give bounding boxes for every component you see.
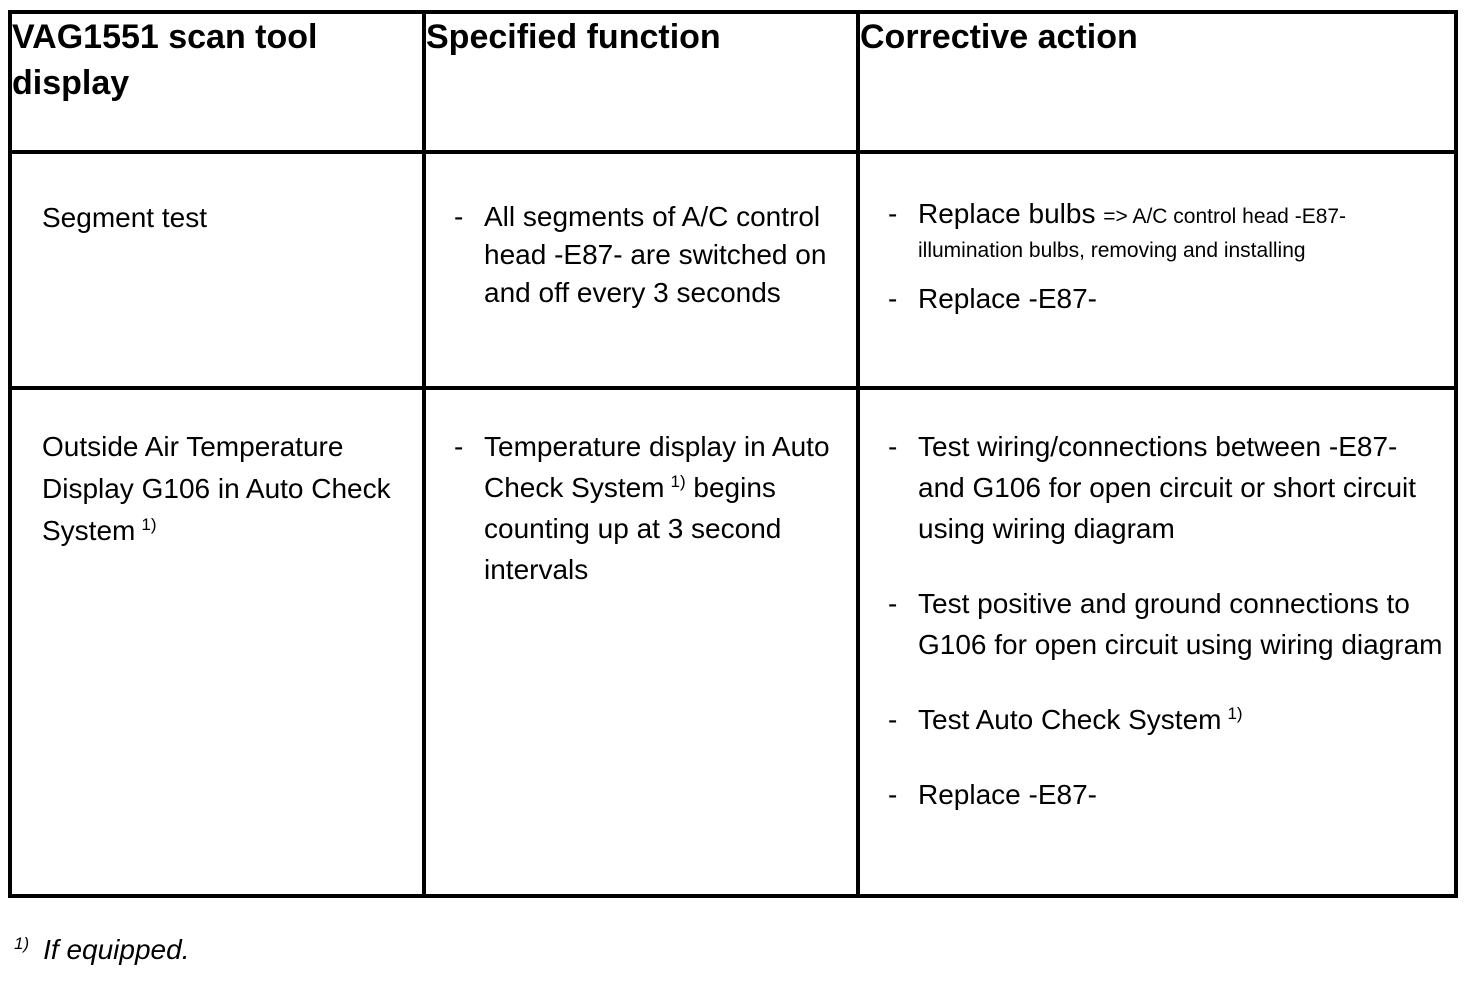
footnote-ref: 1) [141, 514, 157, 534]
action-item: - Replace -E87- [860, 774, 1444, 815]
cross-reference-link[interactable]: => A/C control head -E87- illumination bulbs, removing and installing [918, 205, 1347, 262]
table-row [10, 388, 1456, 896]
display-cell [10, 152, 424, 388]
action-cell [858, 152, 1456, 388]
function-item: - Temperature display in Auto Check System $^{1)}$ begins counting up at 3 second intervals [426, 426, 846, 590]
action-list [860, 154, 1454, 318]
diagnostic-table [8, 10, 1458, 898]
display-text: Outside Air Temperature Display G106 in Auto Check System $^{1)}$ [42, 431, 391, 546]
action-cell [858, 388, 1456, 896]
footnote-text: If equipped. [43, 934, 190, 965]
action-item: - Replace -E87- [860, 280, 1444, 318]
footnote-mark: 1) [14, 933, 30, 953]
footnote-ref: 1) [1227, 703, 1243, 723]
footnote [14, 930, 189, 970]
function-cell [424, 388, 858, 896]
header-corrective-action: Corrective action [858, 12, 1456, 152]
footnote-ref: 1) [670, 471, 686, 491]
action-item: - Replace bulbs => A/C control head -E87- illumination bulbs, removing and installing [860, 198, 1444, 266]
action-list [860, 390, 1454, 815]
function-list [426, 154, 856, 312]
header-scan-tool-display: VAG1551 scan tool display [10, 12, 424, 152]
action-item: - Test positive and ground connections to G106 for open circuit using wiring diagram [860, 583, 1444, 665]
table-header-row [10, 12, 1456, 152]
display-text: Segment test [42, 202, 207, 233]
table-row [10, 152, 1456, 388]
function-cell [424, 152, 858, 388]
display-cell [10, 388, 424, 896]
function-list [426, 390, 856, 590]
action-item: - Test wiring/connections between -E87- and G106 for open circuit or short circuit using wiring diagram [860, 426, 1444, 549]
header-specified-function: Specified function [424, 12, 858, 152]
action-item: - Test Auto Check System $^{1)}$ [860, 699, 1444, 740]
function-item: - All segments of A/C control head -E87- are switched on and off every 3 seconds [426, 198, 846, 312]
